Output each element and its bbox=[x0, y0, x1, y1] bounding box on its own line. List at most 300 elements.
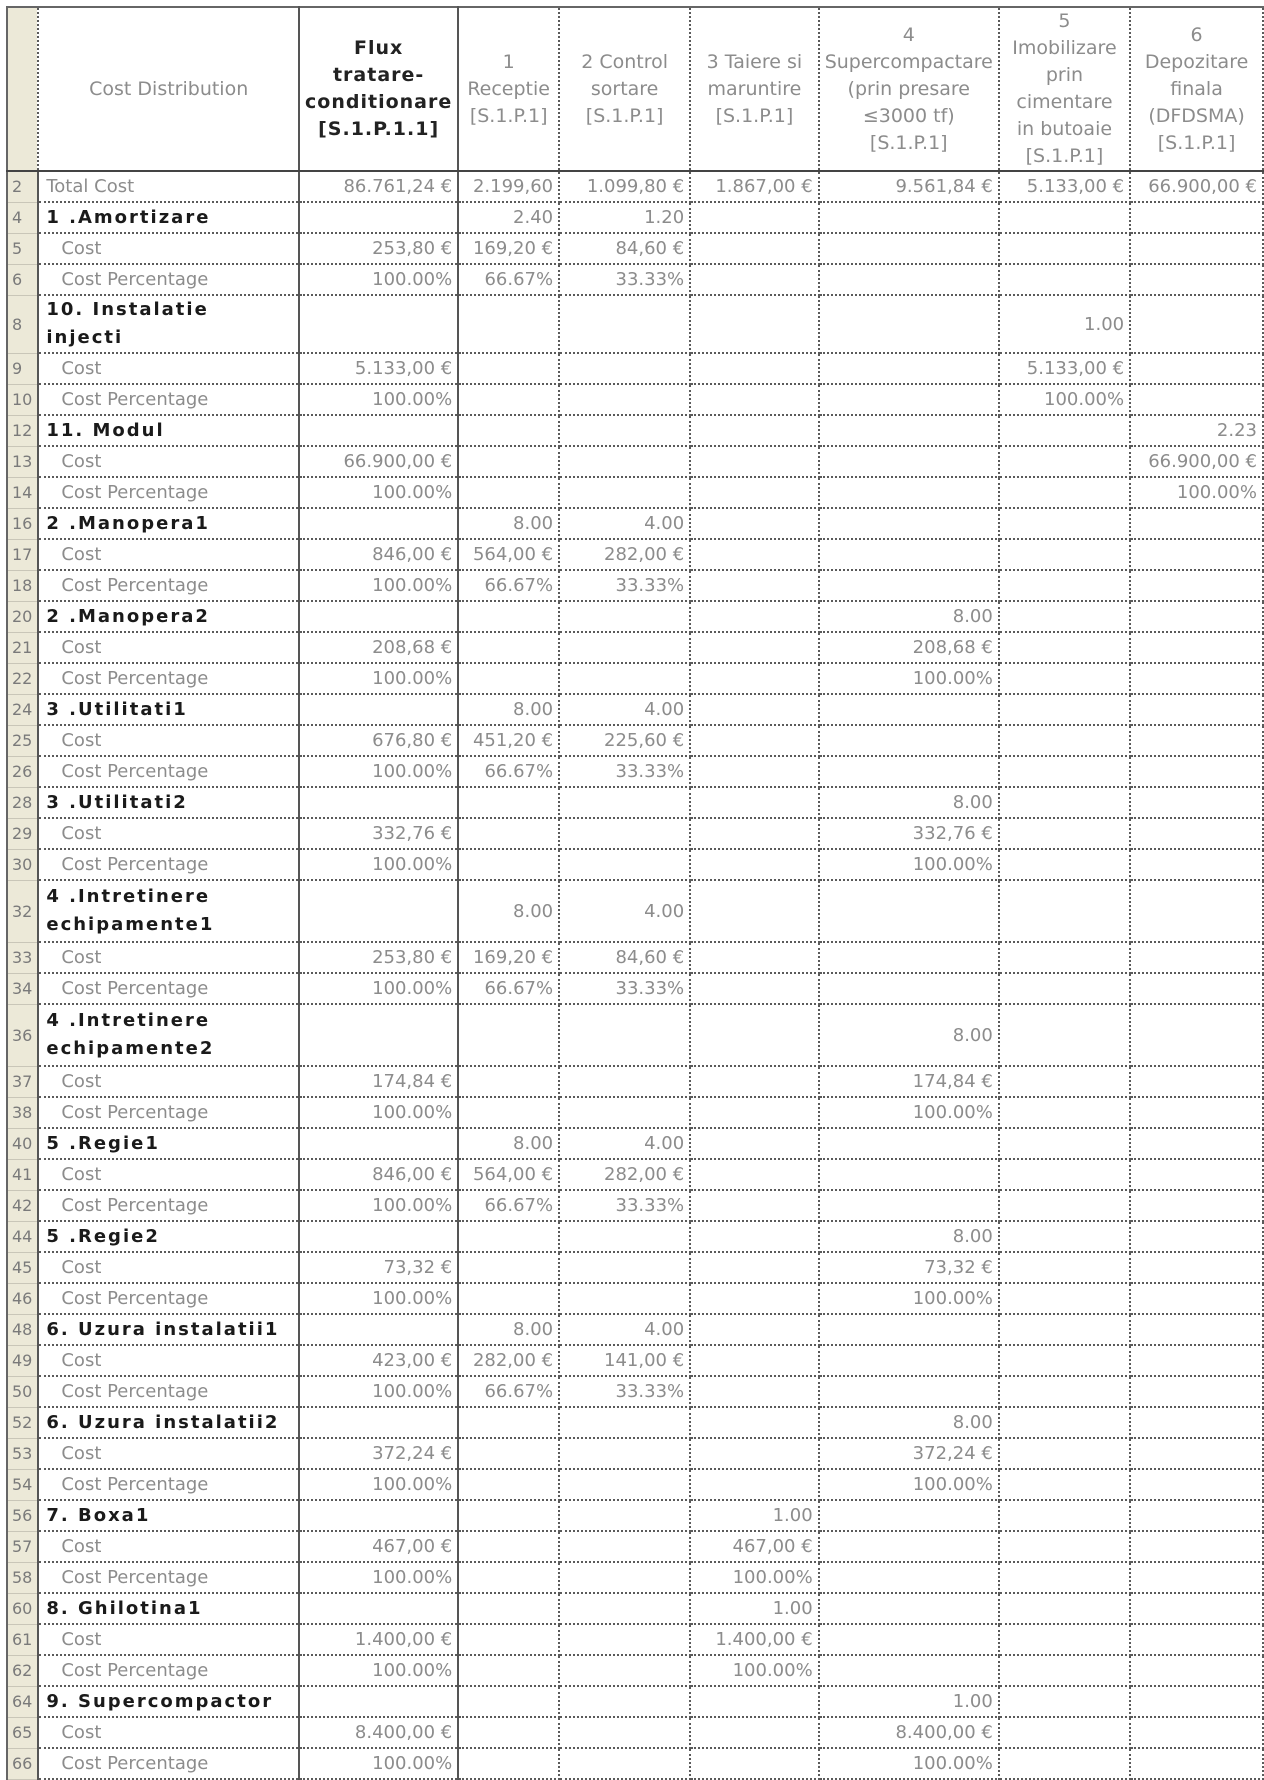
value-cell[interactable] bbox=[299, 1128, 458, 1159]
row-number[interactable]: 58 bbox=[7, 1562, 38, 1593]
value-cell[interactable]: 100.00% bbox=[819, 1469, 999, 1500]
value-cell[interactable] bbox=[299, 415, 458, 446]
value-cell[interactable]: 8.00 bbox=[819, 1407, 999, 1438]
value-cell[interactable] bbox=[999, 725, 1130, 756]
value-cell[interactable] bbox=[819, 477, 999, 508]
value-cell[interactable]: 100.00% bbox=[819, 1748, 999, 1779]
row-number[interactable]: 13 bbox=[7, 446, 38, 477]
value-cell[interactable] bbox=[999, 508, 1130, 539]
value-cell[interactable] bbox=[999, 663, 1130, 694]
row-label-cell[interactable]: Cost bbox=[38, 1066, 299, 1097]
value-cell[interactable] bbox=[559, 1655, 690, 1686]
value-cell[interactable] bbox=[1130, 1469, 1263, 1500]
value-cell[interactable] bbox=[458, 1717, 559, 1748]
value-cell[interactable] bbox=[690, 353, 819, 384]
value-cell[interactable] bbox=[819, 570, 999, 601]
row-number[interactable]: 33 bbox=[7, 942, 38, 973]
value-cell[interactable] bbox=[819, 1593, 999, 1624]
value-cell[interactable] bbox=[559, 632, 690, 663]
value-cell[interactable]: 66.67% bbox=[458, 973, 559, 1004]
value-cell[interactable]: 4.00 bbox=[559, 1128, 690, 1159]
row-number[interactable]: 52 bbox=[7, 1407, 38, 1438]
value-cell[interactable]: 100.00% bbox=[299, 1283, 458, 1314]
value-cell[interactable]: 8.00 bbox=[819, 1004, 999, 1066]
value-cell[interactable]: 282,00 € bbox=[559, 539, 690, 570]
value-cell[interactable] bbox=[690, 787, 819, 818]
value-cell[interactable]: 372,24 € bbox=[819, 1438, 999, 1469]
value-cell[interactable] bbox=[1130, 973, 1263, 1004]
value-cell[interactable] bbox=[999, 233, 1130, 264]
value-cell[interactable] bbox=[559, 1686, 690, 1717]
value-cell[interactable] bbox=[559, 353, 690, 384]
group-label-cell[interactable]: 8. Ghilotina1 bbox=[38, 1593, 299, 1624]
row-number[interactable]: 16 bbox=[7, 508, 38, 539]
value-cell[interactable]: 5.133,00 € bbox=[999, 171, 1130, 202]
value-cell[interactable] bbox=[999, 1717, 1130, 1748]
value-cell[interactable] bbox=[458, 1469, 559, 1500]
value-cell[interactable] bbox=[999, 1252, 1130, 1283]
value-cell[interactable]: 66.67% bbox=[458, 570, 559, 601]
value-cell[interactable] bbox=[999, 1004, 1130, 1066]
row-number[interactable]: 21 bbox=[7, 632, 38, 663]
value-cell[interactable] bbox=[690, 477, 819, 508]
value-cell[interactable] bbox=[1130, 694, 1263, 725]
value-cell[interactable] bbox=[1130, 508, 1263, 539]
value-cell[interactable] bbox=[559, 1066, 690, 1097]
value-cell[interactable] bbox=[458, 1407, 559, 1438]
value-cell[interactable] bbox=[1130, 1190, 1263, 1221]
value-cell[interactable]: 8.00 bbox=[458, 508, 559, 539]
group-label-cell[interactable]: 5 .Regie2 bbox=[38, 1221, 299, 1252]
value-cell[interactable]: 100.00% bbox=[1130, 477, 1263, 508]
value-cell[interactable]: 100.00% bbox=[690, 1655, 819, 1686]
value-cell[interactable] bbox=[1130, 725, 1263, 756]
value-cell[interactable] bbox=[690, 1314, 819, 1345]
value-cell[interactable] bbox=[999, 1128, 1130, 1159]
column-header-cost-distribution[interactable]: Cost Distribution bbox=[38, 7, 299, 171]
value-cell[interactable] bbox=[819, 725, 999, 756]
value-cell[interactable] bbox=[999, 849, 1130, 880]
value-cell[interactable]: 5.133,00 € bbox=[299, 353, 458, 384]
value-cell[interactable] bbox=[299, 508, 458, 539]
value-cell[interactable]: 208,68 € bbox=[819, 632, 999, 663]
value-cell[interactable] bbox=[1130, 1438, 1263, 1469]
value-cell[interactable] bbox=[690, 1469, 819, 1500]
value-cell[interactable] bbox=[1130, 1097, 1263, 1128]
value-cell[interactable] bbox=[299, 1004, 458, 1066]
value-cell[interactable] bbox=[819, 353, 999, 384]
row-number[interactable]: 9 bbox=[7, 353, 38, 384]
value-cell[interactable]: 676,80 € bbox=[299, 725, 458, 756]
value-cell[interactable] bbox=[819, 446, 999, 477]
value-cell[interactable] bbox=[690, 818, 819, 849]
column-header-taiere[interactable]: 3 Taiere si maruntire [S.1.P.1] bbox=[690, 7, 819, 171]
value-cell[interactable] bbox=[559, 1593, 690, 1624]
value-cell[interactable] bbox=[690, 632, 819, 663]
value-cell[interactable]: 100.00% bbox=[299, 384, 458, 415]
value-cell[interactable]: 100.00% bbox=[299, 973, 458, 1004]
value-cell[interactable] bbox=[690, 1376, 819, 1407]
value-cell[interactable] bbox=[690, 942, 819, 973]
row-label-cell[interactable]: Cost bbox=[38, 1438, 299, 1469]
value-cell[interactable]: 846,00 € bbox=[299, 539, 458, 570]
value-cell[interactable] bbox=[559, 818, 690, 849]
value-cell[interactable] bbox=[458, 384, 559, 415]
row-label-cell[interactable]: Cost Percentage bbox=[38, 973, 299, 1004]
column-header-control-sortare[interactable]: 2 Control sortare [S.1.P.1] bbox=[559, 7, 690, 171]
row-number[interactable]: 41 bbox=[7, 1159, 38, 1190]
value-cell[interactable] bbox=[690, 202, 819, 233]
row-label-cell[interactable]: Cost Percentage bbox=[38, 756, 299, 787]
value-cell[interactable] bbox=[1130, 1500, 1263, 1531]
value-cell[interactable]: 73,32 € bbox=[299, 1252, 458, 1283]
value-cell[interactable] bbox=[1130, 1717, 1263, 1748]
value-cell[interactable] bbox=[999, 1407, 1130, 1438]
column-header-supercompactare[interactable]: 4 Supercompactare (prin presare ≤3000 tf) [S.1.P.1] bbox=[819, 7, 999, 171]
value-cell[interactable]: 100.00% bbox=[299, 1097, 458, 1128]
value-cell[interactable] bbox=[1130, 295, 1263, 353]
row-label-cell[interactable]: Cost bbox=[38, 1717, 299, 1748]
value-cell[interactable] bbox=[999, 1159, 1130, 1190]
value-cell[interactable] bbox=[690, 663, 819, 694]
value-cell[interactable] bbox=[690, 1097, 819, 1128]
value-cell[interactable]: 8.00 bbox=[458, 1314, 559, 1345]
value-cell[interactable] bbox=[559, 663, 690, 694]
group-label-cell[interactable]: 11. Modul bbox=[38, 415, 299, 446]
row-number[interactable]: 66 bbox=[7, 1748, 38, 1779]
value-cell[interactable] bbox=[1130, 1407, 1263, 1438]
value-cell[interactable] bbox=[458, 1531, 559, 1562]
row-number[interactable]: 56 bbox=[7, 1500, 38, 1531]
value-cell[interactable] bbox=[458, 601, 559, 632]
value-cell[interactable]: 174,84 € bbox=[819, 1066, 999, 1097]
value-cell[interactable]: 564,00 € bbox=[458, 1159, 559, 1190]
value-cell[interactable] bbox=[690, 1438, 819, 1469]
value-cell[interactable] bbox=[458, 295, 559, 353]
value-cell[interactable] bbox=[999, 880, 1130, 942]
value-cell[interactable] bbox=[559, 1438, 690, 1469]
row-number[interactable]: 40 bbox=[7, 1128, 38, 1159]
value-cell[interactable] bbox=[690, 384, 819, 415]
row-number[interactable]: 24 bbox=[7, 694, 38, 725]
value-cell[interactable] bbox=[299, 1221, 458, 1252]
value-cell[interactable]: 100.00% bbox=[299, 1655, 458, 1686]
value-cell[interactable]: 100.00% bbox=[819, 1097, 999, 1128]
corner-cell[interactable] bbox=[7, 7, 38, 171]
row-number[interactable]: 26 bbox=[7, 756, 38, 787]
value-cell[interactable] bbox=[999, 1500, 1130, 1531]
value-cell[interactable] bbox=[819, 1500, 999, 1531]
value-cell[interactable]: 169,20 € bbox=[458, 233, 559, 264]
value-cell[interactable] bbox=[458, 1283, 559, 1314]
value-cell[interactable]: 100.00% bbox=[999, 384, 1130, 415]
row-label-cell[interactable]: Cost bbox=[38, 353, 299, 384]
value-cell[interactable] bbox=[299, 1407, 458, 1438]
value-cell[interactable]: 100.00% bbox=[299, 1469, 458, 1500]
value-cell[interactable]: 8.400,00 € bbox=[299, 1717, 458, 1748]
value-cell[interactable] bbox=[999, 694, 1130, 725]
row-number[interactable]: 2 bbox=[7, 171, 38, 202]
value-cell[interactable] bbox=[999, 477, 1130, 508]
value-cell[interactable] bbox=[458, 415, 559, 446]
group-label-cell[interactable]: 7. Boxa1 bbox=[38, 1500, 299, 1531]
value-cell[interactable] bbox=[999, 1748, 1130, 1779]
group-label-cell[interactable]: 3 .Utilitati2 bbox=[38, 787, 299, 818]
value-cell[interactable]: 8.00 bbox=[819, 787, 999, 818]
row-label-cell[interactable]: Cost Percentage bbox=[38, 1283, 299, 1314]
row-number[interactable]: 29 bbox=[7, 818, 38, 849]
value-cell[interactable]: 8.00 bbox=[819, 601, 999, 632]
value-cell[interactable] bbox=[299, 601, 458, 632]
value-cell[interactable]: 282,00 € bbox=[559, 1159, 690, 1190]
row-label-cell[interactable]: Cost Percentage bbox=[38, 849, 299, 880]
row-label-cell[interactable]: Cost bbox=[38, 818, 299, 849]
value-cell[interactable] bbox=[999, 942, 1130, 973]
row-number[interactable]: 48 bbox=[7, 1314, 38, 1345]
row-label-cell[interactable]: Cost Percentage bbox=[38, 663, 299, 694]
value-cell[interactable] bbox=[999, 1686, 1130, 1717]
row-label-cell[interactable]: Cost bbox=[38, 1624, 299, 1655]
value-cell[interactable] bbox=[458, 1655, 559, 1686]
value-cell[interactable] bbox=[690, 446, 819, 477]
value-cell[interactable]: 8.00 bbox=[458, 694, 559, 725]
row-number[interactable]: 4 bbox=[7, 202, 38, 233]
value-cell[interactable]: 33.33% bbox=[559, 756, 690, 787]
value-cell[interactable] bbox=[999, 202, 1130, 233]
row-label-cell[interactable]: Cost Percentage bbox=[38, 1190, 299, 1221]
value-cell[interactable] bbox=[690, 295, 819, 353]
row-number[interactable]: 62 bbox=[7, 1655, 38, 1686]
value-cell[interactable] bbox=[819, 1562, 999, 1593]
value-cell[interactable]: 9.561,84 € bbox=[819, 171, 999, 202]
value-cell[interactable] bbox=[1130, 1531, 1263, 1562]
value-cell[interactable] bbox=[999, 570, 1130, 601]
value-cell[interactable] bbox=[1130, 233, 1263, 264]
value-cell[interactable] bbox=[458, 663, 559, 694]
row-label-cell[interactable]: Cost bbox=[38, 539, 299, 570]
value-cell[interactable] bbox=[1130, 353, 1263, 384]
row-label-cell[interactable]: Cost Percentage bbox=[38, 1748, 299, 1779]
row-label-cell[interactable]: Cost Percentage bbox=[38, 1562, 299, 1593]
value-cell[interactable]: 4.00 bbox=[559, 1314, 690, 1345]
row-number[interactable]: 61 bbox=[7, 1624, 38, 1655]
value-cell[interactable]: 33.33% bbox=[559, 264, 690, 295]
row-label-cell[interactable]: Cost Percentage bbox=[38, 1376, 299, 1407]
value-cell[interactable]: 100.00% bbox=[819, 663, 999, 694]
value-cell[interactable] bbox=[999, 1469, 1130, 1500]
group-label-cell[interactable]: 4 .Intretinere echipamente1 bbox=[38, 880, 299, 942]
value-cell[interactable] bbox=[690, 264, 819, 295]
row-label-cell[interactable]: Cost Percentage bbox=[38, 477, 299, 508]
row-label-cell[interactable]: Cost Percentage bbox=[38, 1469, 299, 1500]
group-label-cell[interactable]: 2 .Manopera2 bbox=[38, 601, 299, 632]
row-label-cell[interactable]: Cost bbox=[38, 1159, 299, 1190]
value-cell[interactable]: 100.00% bbox=[299, 663, 458, 694]
value-cell[interactable]: 66.67% bbox=[458, 1376, 559, 1407]
value-cell[interactable] bbox=[559, 1004, 690, 1066]
value-cell[interactable] bbox=[690, 1128, 819, 1159]
value-cell[interactable] bbox=[690, 539, 819, 570]
value-cell[interactable] bbox=[1130, 1314, 1263, 1345]
value-cell[interactable] bbox=[690, 233, 819, 264]
value-cell[interactable] bbox=[299, 1500, 458, 1531]
value-cell[interactable]: 8.400,00 € bbox=[819, 1717, 999, 1748]
value-cell[interactable] bbox=[999, 1562, 1130, 1593]
value-cell[interactable] bbox=[819, 756, 999, 787]
value-cell[interactable] bbox=[690, 1345, 819, 1376]
value-cell[interactable] bbox=[690, 849, 819, 880]
value-cell[interactable]: 1.400,00 € bbox=[690, 1624, 819, 1655]
value-cell[interactable] bbox=[690, 973, 819, 1004]
value-cell[interactable]: 1.00 bbox=[690, 1593, 819, 1624]
value-cell[interactable] bbox=[1130, 663, 1263, 694]
value-cell[interactable]: 253,80 € bbox=[299, 942, 458, 973]
value-cell[interactable] bbox=[819, 264, 999, 295]
value-cell[interactable] bbox=[559, 384, 690, 415]
value-cell[interactable]: 66.67% bbox=[458, 264, 559, 295]
value-cell[interactable] bbox=[690, 570, 819, 601]
value-cell[interactable] bbox=[1130, 1376, 1263, 1407]
value-cell[interactable] bbox=[690, 694, 819, 725]
value-cell[interactable] bbox=[690, 1221, 819, 1252]
row-number[interactable]: 25 bbox=[7, 725, 38, 756]
value-cell[interactable] bbox=[458, 1004, 559, 1066]
value-cell[interactable]: 86.761,24 € bbox=[299, 171, 458, 202]
row-number[interactable]: 60 bbox=[7, 1593, 38, 1624]
value-cell[interactable]: 8.00 bbox=[458, 880, 559, 942]
value-cell[interactable]: 1.400,00 € bbox=[299, 1624, 458, 1655]
row-number[interactable]: 44 bbox=[7, 1221, 38, 1252]
value-cell[interactable] bbox=[1130, 1686, 1263, 1717]
row-label-cell[interactable]: Total Cost bbox=[38, 171, 299, 202]
value-cell[interactable]: 141,00 € bbox=[559, 1345, 690, 1376]
row-number[interactable]: 6 bbox=[7, 264, 38, 295]
value-cell[interactable]: 100.00% bbox=[299, 849, 458, 880]
value-cell[interactable] bbox=[458, 1097, 559, 1128]
value-cell[interactable] bbox=[999, 1190, 1130, 1221]
value-cell[interactable]: 33.33% bbox=[559, 1376, 690, 1407]
value-cell[interactable]: 1.867,00 € bbox=[690, 171, 819, 202]
group-label-cell[interactable]: 1 .Amortizare bbox=[38, 202, 299, 233]
value-cell[interactable] bbox=[458, 1686, 559, 1717]
row-number[interactable]: 34 bbox=[7, 973, 38, 1004]
row-label-cell[interactable]: Cost bbox=[38, 446, 299, 477]
row-label-cell[interactable]: Cost bbox=[38, 725, 299, 756]
row-number[interactable]: 49 bbox=[7, 1345, 38, 1376]
value-cell[interactable] bbox=[999, 1314, 1130, 1345]
value-cell[interactable]: 282,00 € bbox=[458, 1345, 559, 1376]
value-cell[interactable]: 84,60 € bbox=[559, 942, 690, 973]
value-cell[interactable] bbox=[999, 787, 1130, 818]
value-cell[interactable] bbox=[559, 1717, 690, 1748]
value-cell[interactable] bbox=[819, 295, 999, 353]
value-cell[interactable] bbox=[819, 233, 999, 264]
group-label-cell[interactable]: 2 .Manopera1 bbox=[38, 508, 299, 539]
value-cell[interactable] bbox=[690, 1407, 819, 1438]
row-number[interactable]: 28 bbox=[7, 787, 38, 818]
column-header-receptie[interactable]: 1 Receptie [S.1.P.1] bbox=[458, 7, 559, 171]
value-cell[interactable]: 2.23 bbox=[1130, 415, 1263, 446]
value-cell[interactable] bbox=[999, 1345, 1130, 1376]
value-cell[interactable] bbox=[819, 384, 999, 415]
value-cell[interactable] bbox=[458, 477, 559, 508]
value-cell[interactable] bbox=[458, 632, 559, 663]
value-cell[interactable] bbox=[458, 1438, 559, 1469]
value-cell[interactable] bbox=[559, 787, 690, 818]
value-cell[interactable] bbox=[1130, 1221, 1263, 1252]
row-number[interactable]: 20 bbox=[7, 601, 38, 632]
value-cell[interactable]: 332,76 € bbox=[299, 818, 458, 849]
value-cell[interactable]: 4.00 bbox=[559, 880, 690, 942]
value-cell[interactable]: 372,24 € bbox=[299, 1438, 458, 1469]
row-label-cell[interactable]: Cost Percentage bbox=[38, 1655, 299, 1686]
value-cell[interactable] bbox=[999, 1221, 1130, 1252]
value-cell[interactable] bbox=[458, 1066, 559, 1097]
value-cell[interactable]: 100.00% bbox=[690, 1562, 819, 1593]
value-cell[interactable]: 564,00 € bbox=[458, 539, 559, 570]
row-number[interactable]: 36 bbox=[7, 1004, 38, 1066]
value-cell[interactable]: 100.00% bbox=[819, 1283, 999, 1314]
value-cell[interactable] bbox=[999, 756, 1130, 787]
value-cell[interactable]: 332,76 € bbox=[819, 818, 999, 849]
value-cell[interactable] bbox=[1130, 1624, 1263, 1655]
value-cell[interactable]: 253,80 € bbox=[299, 233, 458, 264]
value-cell[interactable]: 100.00% bbox=[299, 477, 458, 508]
group-label-cell[interactable]: 5 .Regie1 bbox=[38, 1128, 299, 1159]
value-cell[interactable] bbox=[1130, 1159, 1263, 1190]
value-cell[interactable] bbox=[819, 1159, 999, 1190]
value-cell[interactable] bbox=[299, 202, 458, 233]
value-cell[interactable] bbox=[690, 1283, 819, 1314]
row-number[interactable]: 45 bbox=[7, 1252, 38, 1283]
group-label-cell[interactable]: 3 .Utilitati1 bbox=[38, 694, 299, 725]
row-number[interactable]: 5 bbox=[7, 233, 38, 264]
group-label-cell[interactable]: 10. Instalatie injecti bbox=[38, 295, 299, 353]
row-number[interactable]: 37 bbox=[7, 1066, 38, 1097]
value-cell[interactable] bbox=[559, 1407, 690, 1438]
value-cell[interactable] bbox=[690, 1004, 819, 1066]
value-cell[interactable]: 2.199,60 bbox=[458, 171, 559, 202]
value-cell[interactable]: 4.00 bbox=[559, 694, 690, 725]
value-cell[interactable] bbox=[458, 787, 559, 818]
value-cell[interactable]: 66.67% bbox=[458, 1190, 559, 1221]
value-cell[interactable]: 8.00 bbox=[819, 1221, 999, 1252]
group-label-cell[interactable]: 6. Uzura instalatii2 bbox=[38, 1407, 299, 1438]
value-cell[interactable] bbox=[819, 508, 999, 539]
value-cell[interactable]: 467,00 € bbox=[299, 1531, 458, 1562]
row-label-cell[interactable]: Cost bbox=[38, 632, 299, 663]
row-label-cell[interactable]: Cost bbox=[38, 233, 299, 264]
column-header-imobilizare[interactable]: 5 Imobilizare prin cimentare in butoaie [S.1.P.1] bbox=[999, 7, 1130, 171]
row-number[interactable]: 65 bbox=[7, 1717, 38, 1748]
row-number[interactable]: 8 bbox=[7, 295, 38, 353]
value-cell[interactable]: 4.00 bbox=[559, 508, 690, 539]
value-cell[interactable] bbox=[999, 1593, 1130, 1624]
value-cell[interactable] bbox=[819, 1531, 999, 1562]
value-cell[interactable] bbox=[1130, 880, 1263, 942]
value-cell[interactable]: 66.900,00 € bbox=[1130, 446, 1263, 477]
row-number[interactable]: 64 bbox=[7, 1686, 38, 1717]
value-cell[interactable] bbox=[559, 295, 690, 353]
value-cell[interactable] bbox=[299, 295, 458, 353]
value-cell[interactable]: 1.099,80 € bbox=[559, 171, 690, 202]
value-cell[interactable] bbox=[690, 508, 819, 539]
value-cell[interactable] bbox=[1130, 1283, 1263, 1314]
value-cell[interactable] bbox=[458, 1624, 559, 1655]
row-label-cell[interactable]: Cost Percentage bbox=[38, 570, 299, 601]
row-number[interactable]: 38 bbox=[7, 1097, 38, 1128]
value-cell[interactable] bbox=[1130, 384, 1263, 415]
